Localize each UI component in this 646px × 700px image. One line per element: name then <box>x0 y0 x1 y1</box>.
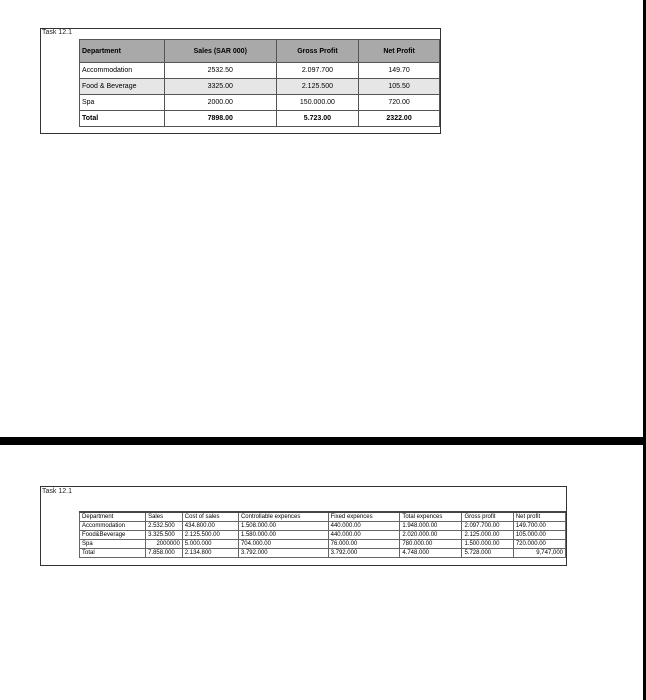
cell-gross-profit: 2.125.500 <box>276 79 358 95</box>
cell-net-profit: 2322.00 <box>359 111 440 127</box>
header-department: Department <box>80 512 146 522</box>
header-controllable-expences: Controllable expences <box>238 512 328 522</box>
cell-gross-profit: 150.000.00 <box>276 95 358 111</box>
table-frame <box>40 28 441 134</box>
header-cost-of-sales: Cost of sales <box>182 512 238 522</box>
cell-cost-of-sales: 2.125.500.00 <box>182 531 238 540</box>
cell-cost-of-sales: 434.800.00 <box>182 522 238 531</box>
cell-cost-of-sales: 2.134.800 <box>182 549 238 558</box>
cell-cost-of-sales: 5.000.000 <box>182 540 238 549</box>
cell-total-expences: 4.748.000 <box>400 549 462 558</box>
table-row <box>80 79 440 95</box>
header-sales: Sales <box>146 512 183 522</box>
header-sales: Sales (SAR 000) <box>164 40 276 63</box>
document-page-2 <box>0 445 643 700</box>
cell-sales: 2.532.500 <box>146 522 183 531</box>
table-row-total <box>80 111 440 127</box>
cell-department: Food&Beverage <box>80 531 146 540</box>
cell-department: Total <box>80 549 146 558</box>
cell-gross-profit: 2.125.000.00 <box>462 531 513 540</box>
header-total-expences: Total expences <box>400 512 462 522</box>
cell-net-profit: 720.00 <box>359 95 440 111</box>
table-header-row <box>80 40 440 63</box>
cell-sales: 3325.00 <box>164 79 276 95</box>
cell-gross-profit: 5.723.00 <box>276 111 358 127</box>
cell-fixed-expences: 440.000.00 <box>328 531 400 540</box>
cell-department: Spa <box>80 95 165 111</box>
table-row <box>80 531 566 540</box>
cell-net-profit: 149.700.00 <box>513 522 565 531</box>
header-gross-profit: Gross profit <box>462 512 513 522</box>
cell-department: Accommodation <box>80 522 146 531</box>
detail-table <box>79 511 566 558</box>
cell-department: Spa <box>80 540 146 549</box>
header-net-profit: Net Profit <box>359 40 440 63</box>
cell-gross-profit: 1.500.000.00 <box>462 540 513 549</box>
cell-net-profit: 105.50 <box>359 79 440 95</box>
table-row-total <box>80 549 566 558</box>
cell-net-profit: 149.70 <box>359 63 440 79</box>
cell-sales: 7898.00 <box>164 111 276 127</box>
cell-sales: 2000.00 <box>164 95 276 111</box>
cell-gross-profit: 5.728.000 <box>462 549 513 558</box>
table-row <box>80 95 440 111</box>
header-department: Department <box>80 40 165 63</box>
cell-fixed-expences: 76.000.00 <box>328 540 400 549</box>
cell-gross-profit: 2.097.700.00 <box>462 522 513 531</box>
task-label: Task 12.1 <box>42 488 72 495</box>
cell-controllable-expences: 3.792.000 <box>238 549 328 558</box>
cell-department: Accommodation <box>80 63 165 79</box>
table-frame <box>40 486 567 566</box>
cell-gross-profit: 2.097.700 <box>276 63 358 79</box>
cell-department: Food & Beverage <box>80 79 165 95</box>
table-row <box>80 63 440 79</box>
cell-net-profit: 720.000.00 <box>513 540 565 549</box>
cell-total-expences: 1.948.000.00 <box>400 522 462 531</box>
cell-sales: 2532.50 <box>164 63 276 79</box>
cell-department: Total <box>80 111 165 127</box>
cell-controllable-expences: 1.580.000.00 <box>238 531 328 540</box>
cell-sales: 7.858.000 <box>146 549 183 558</box>
cell-controllable-expences: 1.508.000.00 <box>238 522 328 531</box>
cell-total-expences: 2.020.000.00 <box>400 531 462 540</box>
task-label: Task 12.1 <box>42 29 72 36</box>
table-row <box>80 522 566 531</box>
cell-net-profit: 105.000.00 <box>513 531 565 540</box>
cell-controllable-expences: 704.000.00 <box>238 540 328 549</box>
header-net-profit: Net profit <box>513 512 565 522</box>
cell-sales: 3.325.500 <box>146 531 183 540</box>
cell-total-expences: 780.000.00 <box>400 540 462 549</box>
table-row <box>80 540 566 549</box>
summary-table <box>79 39 440 127</box>
header-fixed-expences: Fixed expences <box>328 512 400 522</box>
cell-fixed-expences: 440.000.00 <box>328 522 400 531</box>
header-gross-profit: Gross Profit <box>276 40 358 63</box>
cell-sales: 2000000 <box>146 540 183 549</box>
table-header-row <box>80 512 566 522</box>
cell-net-profit: 9,747,000 <box>513 549 565 558</box>
cell-fixed-expences: 3.792.000 <box>328 549 400 558</box>
